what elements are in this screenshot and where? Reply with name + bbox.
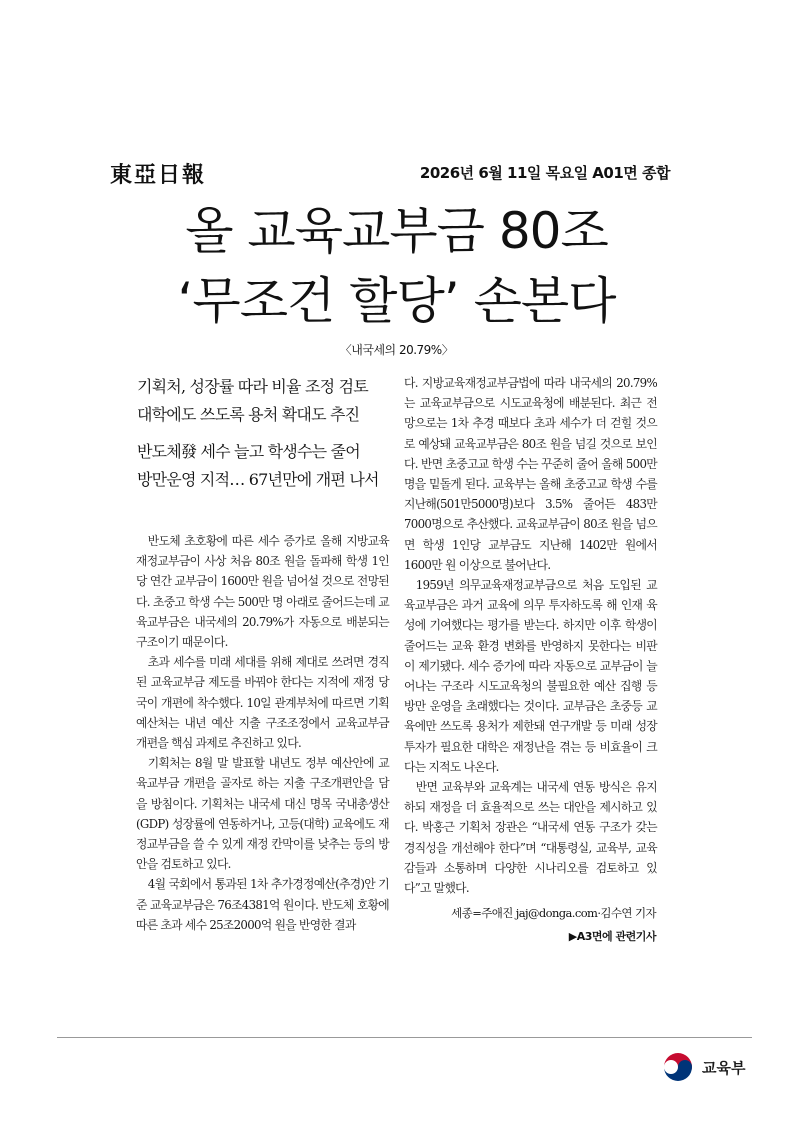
article-column-left xyxy=(136,531,389,935)
subhead-line: 방만운영 지적… 67년만에 개편 나서 xyxy=(137,470,379,489)
headline-caption: 〈내국세의 20.79%〉 xyxy=(339,343,454,357)
taegeuk-emblem-icon xyxy=(660,1049,696,1085)
article-paragraph: 초과 세수를 미래 세대를 위해 제대로 쓰려면 경직된 교육교부금 제도를 바꿔야 한다는 지적에 재정 당국이 개편에 착수했다. 10일 관계부처에 따르면 기획예산처는 내년 예산 지출 구조조정에서 교육교부금 개편을 핵심 과제로 추진하고 있다. xyxy=(136,655,389,751)
related-article-link[interactable]: ▶A3면에 관련기사 xyxy=(568,930,656,943)
subhead-line: 반도체發 세수 늘고 학생수는 줄어 xyxy=(137,442,360,461)
byline: 세종=주애진 jaj@donga.com·김수연 기자 xyxy=(451,906,656,920)
masthead xyxy=(110,158,670,188)
subhead-group-2 xyxy=(137,438,392,494)
newspaper-logo: 東亞日報 xyxy=(110,162,207,188)
article-column-right xyxy=(404,373,657,898)
subhead-line: 기획처, 성장률 따라 비율 조정 검토 xyxy=(137,377,368,396)
article-paragraph: 다. 지방교육재정교부금법에 따라 내국세의 20.79%는 교육교부금으로 시도교육청에 배분된다. 최근 전망으로는 1차 추경 때보다 초과 세수가 더 걷힐 것으로 예상돼 교육교부금은 80조 원을 넘길 것으로 보인다. 반면 초중고교 학생 수는 꾸준히 줄어 올해 500만 명을 밑돌게 된다. 교육부는 올해 초중고교 학생 수를 지난해(501만5000명)보다 3.5% 줄어든 483만7000명으로 추산했다. 교육교부금이 80조 원을 넘으면 학생 1인당 교부금도 지난해 1402만 원에서 1600만 원 이상으로 불어난다. xyxy=(404,376,657,572)
article-paragraph: 1959년 의무교육재정교부금으로 처음 도입된 교육교부금은 과거 교육에 의무 투자하도록 해 인재 육성에 기여했다는 평가를 받는다. 하지만 이후 학생이 줄어드는 교육 환경 변화를 반영하지 못한다는 비판이 제기됐다. 세수 증가에 따라 자동으로 교부금이 늘어나는 구조라 시도교육청의 불필요한 예산 집행 등 방만 운영을 초래했다는 것이다. 교부금은 초중등 교육에만 쓰도록 용처가 제한돼 연구개발 등 미래 성장 투자가 필요한 대학은 재정난을 겪는 등 비효율이 크다는 지적도 나온다. xyxy=(404,578,657,774)
dateline: 2026년 6월 11일 목요일 A01면 종합 xyxy=(419,164,670,182)
headline-line-1: 올 교육교부금 80조 xyxy=(185,202,608,260)
article-paragraph: 4월 국회에서 통과된 1차 추가경정예산(추경)안 기준 교육교부금은 76조4381억 원이다. 반도체 호황에 따른 초과 세수 25조2000억 원을 반영한 결과 xyxy=(136,877,389,932)
ministry-name: 교육부 xyxy=(702,1059,746,1077)
subhead-group-1 xyxy=(137,373,392,429)
article-paragraph: 기획처는 8월 말 발표할 내년도 정부 예산안에 교육교부금 개편을 골자로 하는 지출 구조개편안을 담을 방침이다. 기획처는 내국세 대신 명목 국내총생산(GDP) 성장률에 연동하거나, 고등(대학) 교육에도 재정교부금을 쓸 수 있게 재정 칸막이를 낮추는 등의 방안을 검토하고 있다. xyxy=(136,756,389,872)
headline-line-2: ‘무조건 할당’ 손본다 xyxy=(177,272,616,330)
article-paragraph: 반면 교육부와 교육계는 내국세 연동 방식은 유지하되 재정을 더 효율적으로 쓰는 대안을 제시하고 있다. 박홍근 기획처 장관은 “내국세 연동 구조가 갖는 경직성을 개선해야 한다”며 “대통령실, 교육부, 교육감들과 소통하며 다양한 시나리오를 검토하고 있다”고 말했다. xyxy=(404,780,657,896)
ministry-logo xyxy=(660,1049,760,1087)
subhead-line: 대학에도 쓰도록 용처 확대도 추진 xyxy=(137,405,360,424)
footer-divider xyxy=(57,1037,752,1038)
article-paragraph: 반도체 초호황에 따른 세수 증가로 올해 지방교육재정교부금이 사상 처음 80조 원을 돌파해 학생 1인당 연간 교부금이 1600만 원을 넘어설 것으로 전망된다. 초중고 학생 수는 500만 명 아래로 줄어드는데 교육교부금은 내국세의 20.79%가 자동으로 배분되는 구조이기 때문이다. xyxy=(136,534,389,650)
